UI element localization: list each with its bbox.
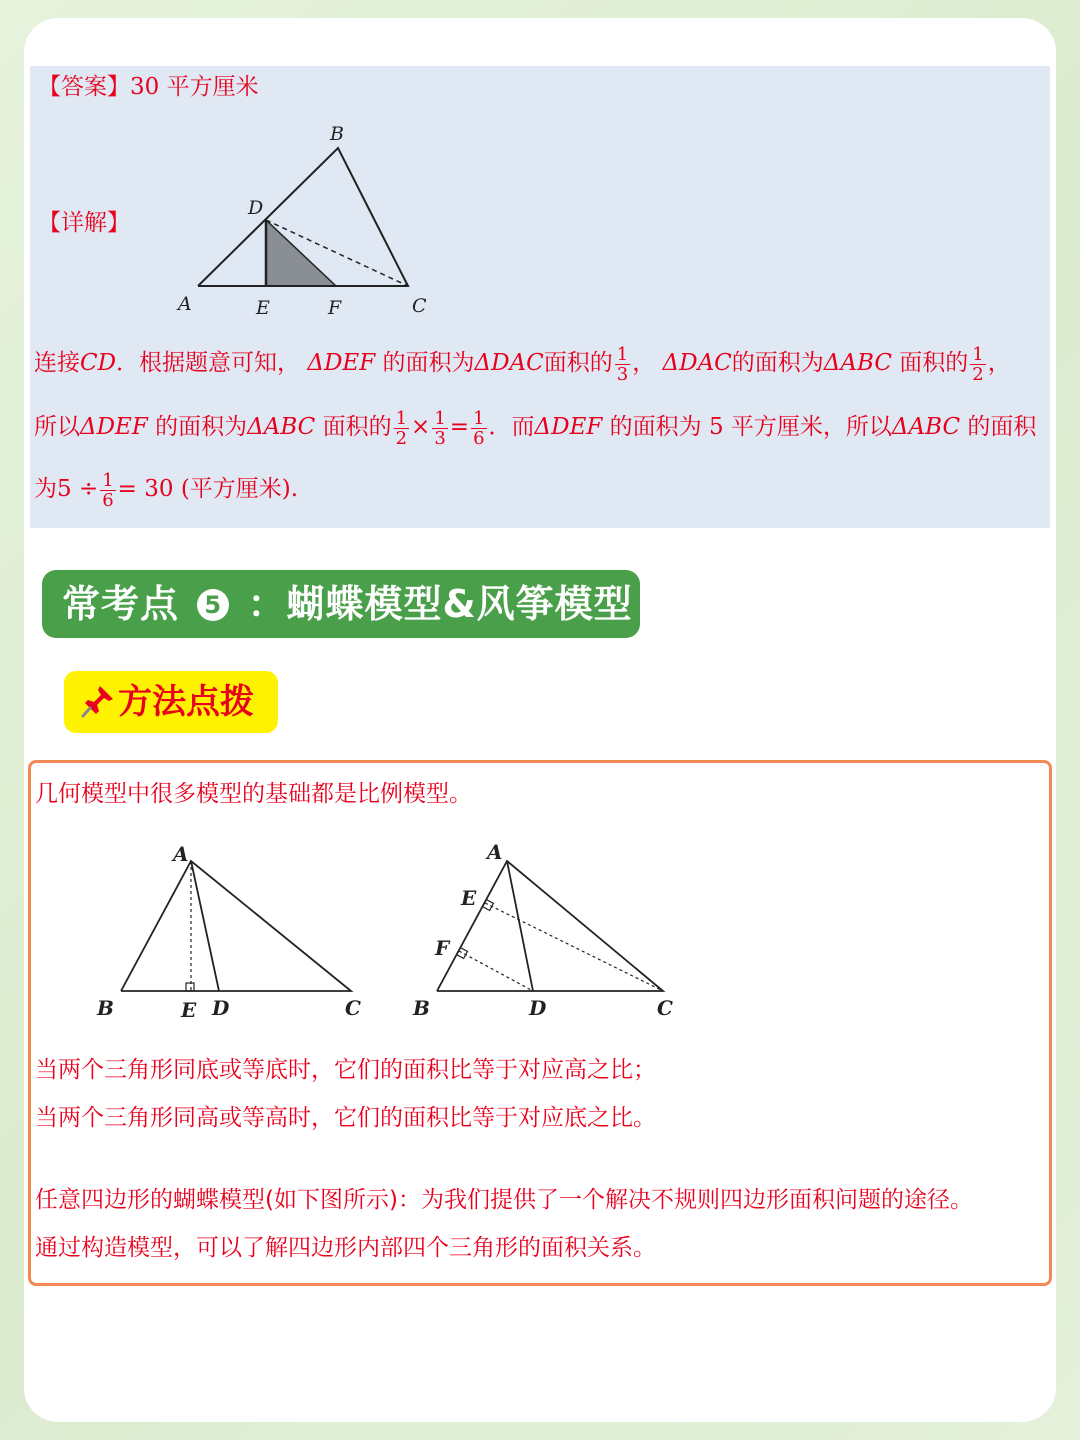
method-badge xyxy=(64,671,278,733)
right-label-e: E xyxy=(461,886,477,910)
sol-text: 面积的 xyxy=(543,350,613,376)
right-label-a: A xyxy=(487,840,503,864)
label-c: C xyxy=(412,295,427,317)
sol-math: ΔDEF xyxy=(534,414,603,440)
solution-line-3 xyxy=(34,470,298,510)
detail-label: 【详解】 xyxy=(38,210,130,236)
method-intro: 几何模型中很多模型的基础都是比例模型。 xyxy=(35,781,472,807)
sol-text: 的面积 xyxy=(967,414,1037,440)
frac-den: 2 xyxy=(395,427,408,449)
sol-math: ΔABC xyxy=(891,414,961,440)
frac-num: 1 xyxy=(434,407,446,429)
sol-text: ．根据题意可知， xyxy=(116,350,301,376)
section-prefix: 常考点 xyxy=(62,582,180,626)
label-f: F xyxy=(328,297,342,319)
sol-text: ， xyxy=(987,350,1011,376)
answer-label: 【答案】 xyxy=(38,74,130,100)
left-label-d: D xyxy=(212,996,230,1020)
pushpin-icon xyxy=(80,683,116,719)
left-label-c: C xyxy=(345,996,361,1020)
sol-text: 面积的 xyxy=(899,350,969,376)
sol-text: ， xyxy=(632,350,656,376)
sol-math: ΔABC xyxy=(823,350,892,376)
solution-line-1 xyxy=(34,344,1011,384)
method-line-2: 当两个三角形同高或等高时，它们的面积比等于对应底之比。 xyxy=(35,1105,656,1131)
sol-text: 所以 xyxy=(34,414,80,440)
sol-text: 面积的 xyxy=(322,414,392,440)
sol-text: × xyxy=(411,414,431,440)
shaded-triangle-def xyxy=(266,220,336,286)
left-triangle-figure xyxy=(96,842,361,1022)
left-label-b: B xyxy=(97,996,114,1020)
right-label-d: D xyxy=(529,996,547,1020)
label-b: B xyxy=(330,123,344,145)
solution-line-2 xyxy=(34,408,1036,448)
right-triangle-figure xyxy=(412,840,673,1020)
method-line-4: 通过构造模型，可以了解四边形内部四个三角形的面积关系。 xyxy=(35,1235,656,1261)
method-box xyxy=(28,760,1052,1286)
answer-value: 30 平方厘米 xyxy=(130,74,259,100)
frac-den: 3 xyxy=(616,363,629,385)
method-badge-label: 方法点拨 xyxy=(118,682,254,722)
triangle-figure-answer xyxy=(140,118,440,328)
sol-text: 的面积为 xyxy=(382,350,475,376)
answer-line xyxy=(38,68,259,101)
sol-math: ΔDEF xyxy=(80,414,148,440)
method-line-3: 任意四边形的蝴蝶模型(如下图所示)：为我们提供了一个解决不规则四边形面积问题的途径。 xyxy=(35,1187,973,1213)
left-label-e: E xyxy=(181,998,197,1022)
sol-math: ΔABC xyxy=(247,414,316,440)
triangle-figures-ratio xyxy=(97,833,741,1023)
section-number-badge: 5 xyxy=(197,589,229,621)
sol-text: 5 ÷ xyxy=(57,476,99,502)
label-d: D xyxy=(248,197,264,219)
frac-num: 1 xyxy=(102,469,114,491)
left-label-a: A xyxy=(173,842,189,866)
frac-num: 1 xyxy=(473,407,485,429)
sol-text: ．而 xyxy=(488,414,535,440)
sol-text: 为 xyxy=(34,476,57,502)
sol-text: 的面积为 xyxy=(155,414,248,440)
sol-text: = 30 (平方厘米). xyxy=(117,476,299,502)
sol-text: 的面积为 xyxy=(731,350,824,376)
frac-den: 6 xyxy=(102,489,114,511)
frac-den: 2 xyxy=(972,363,984,385)
right-label-b: B xyxy=(413,996,430,1020)
section-suffix: ：蝴蝶模型&风筝模型 xyxy=(247,582,633,626)
section-title xyxy=(42,570,640,638)
sol-math: ΔDAC xyxy=(662,350,732,376)
fraction xyxy=(615,345,630,384)
method-line-1: 当两个三角形同底或等底时，它们的面积比等于对应高之比； xyxy=(35,1057,656,1083)
sol-math: CD xyxy=(80,350,117,376)
sol-math: ΔDAC xyxy=(474,350,544,376)
fraction xyxy=(394,409,409,448)
frac-num: 1 xyxy=(616,343,629,365)
fraction xyxy=(471,409,486,448)
fraction xyxy=(970,345,985,384)
frac-num: 1 xyxy=(395,407,408,429)
frac-den: 6 xyxy=(473,427,485,449)
label-e: E xyxy=(256,297,270,319)
fraction xyxy=(100,471,115,510)
frac-den: 3 xyxy=(434,427,446,449)
frac-num: 1 xyxy=(972,343,984,365)
right-label-c: C xyxy=(657,996,673,1020)
sol-math: ΔDEF xyxy=(307,350,376,376)
right-label-f: F xyxy=(435,936,450,960)
label-a: A xyxy=(178,293,192,315)
fraction xyxy=(432,409,447,448)
sol-text: 连接 xyxy=(34,350,80,376)
sol-text: 的面积为 5 平方厘米，所以 xyxy=(609,414,892,440)
sol-text: = xyxy=(449,414,470,440)
answer-box xyxy=(30,66,1050,528)
